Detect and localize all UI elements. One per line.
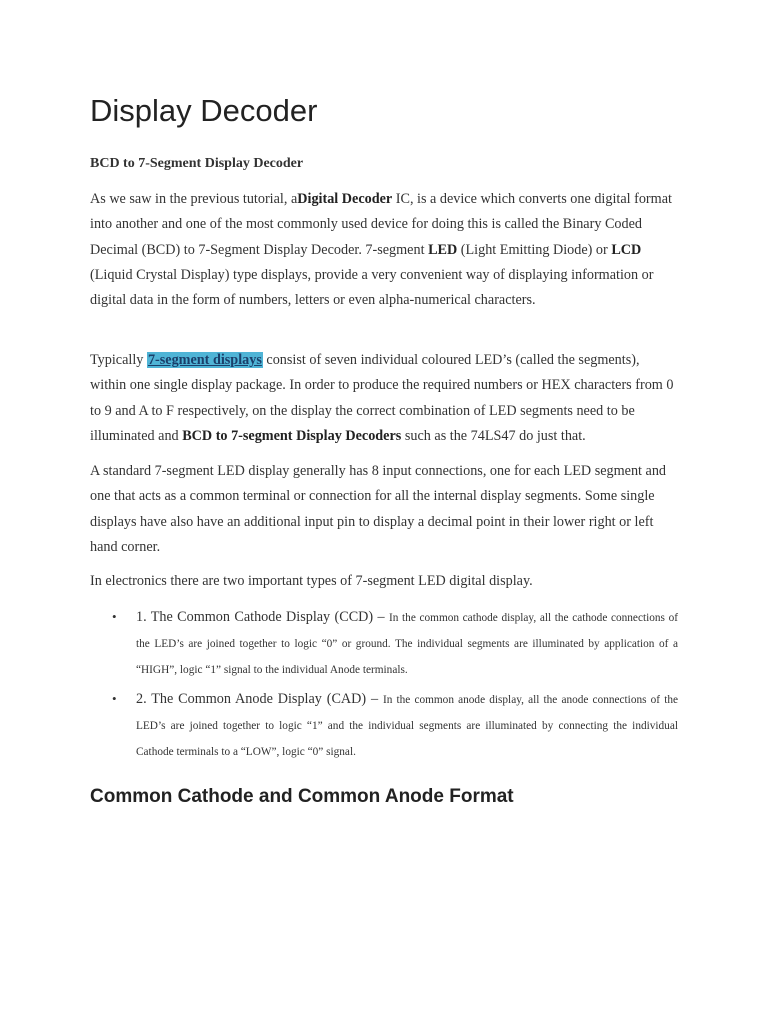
article-subtitle: BCD to 7-Segment Display Decoder	[90, 156, 304, 171]
segments-paragraph	[90, 348, 678, 449]
intro-text-1: As we saw in the previous tutorial, a	[90, 191, 298, 207]
types-paragraph: In electronics there are two important types of 7-segment LED digital display.	[90, 573, 533, 589]
bullet-icon: •	[112, 691, 117, 706]
segments-bold-decoders: BCD to 7-segment Display Decoders	[182, 427, 402, 444]
intro-text-4: (Liquid Crystal Display) type displays, provide a very convenient way of displaying information or digital data in the form of numbers, letters or even alpha-numerical characters.	[90, 266, 654, 309]
list-item	[90, 686, 678, 765]
list-item-text: In the common cathode display, all the cathode connections of the LED’s are joined together to logic “0” or ground. The individual segments are illuminated by application of a “HIGH”, logic “1” signal to the individual Anode terminals.	[136, 612, 678, 676]
segments-text-1: Typically	[90, 352, 147, 368]
list-item	[90, 604, 678, 683]
display-types-list	[90, 604, 678, 768]
seven-segment-displays-link[interactable]: 7-segment displays	[147, 352, 262, 368]
connections-paragraph: A standard 7-segment LED display generally has 8 input connections, one for each LED segment and one that acts as a common terminal or connection for all the internal display segments. Some single displays have also have an additional input pin to display a decimal point in their lower right or left hand corner.	[90, 463, 667, 555]
intro-bold-lcd: LCD	[611, 241, 642, 258]
segments-text-3: such as the 74LS47 do just that.	[401, 427, 586, 444]
page-title: Display Decoder	[90, 93, 318, 128]
intro-text-3: (Light Emitting Diode) or	[457, 241, 612, 258]
segments-text-2: consist of seven individual coloured LED’s (called the segments), within one single display package. In order to produce the required numbers or HEX characters from 0 to 9 and A to F respectively, on the display the correct combination of LED segments need to be illuminated and	[90, 352, 674, 444]
list-item-lead: 1. The Common Cathode Display (CCD) –	[136, 609, 389, 625]
list-item-lead: 2. The Common Anode Display (CAD) –	[136, 691, 383, 707]
intro-text-2: IC, is a device which converts one digital format into another and one of the most commonly used device for doing this is called the Binary Coded Decimal (BCD) to 7-Segment Display Decoder. 7-segment	[90, 191, 672, 258]
intro-paragraph	[90, 187, 678, 313]
intro-bold-digital-decoder: Digital Decoder	[297, 191, 393, 207]
bullet-icon: •	[112, 609, 117, 624]
section-heading: Common Cathode and Common Anode Format	[90, 786, 514, 807]
list-item-text: In the common anode display, all the anode connections of the LED’s are joined together to logic “1” and the individual segments are illuminated by connecting the individual Cathode terminals to a “LOW”, logic “0” signal.	[136, 694, 678, 758]
intro-bold-led: LED	[428, 241, 458, 258]
